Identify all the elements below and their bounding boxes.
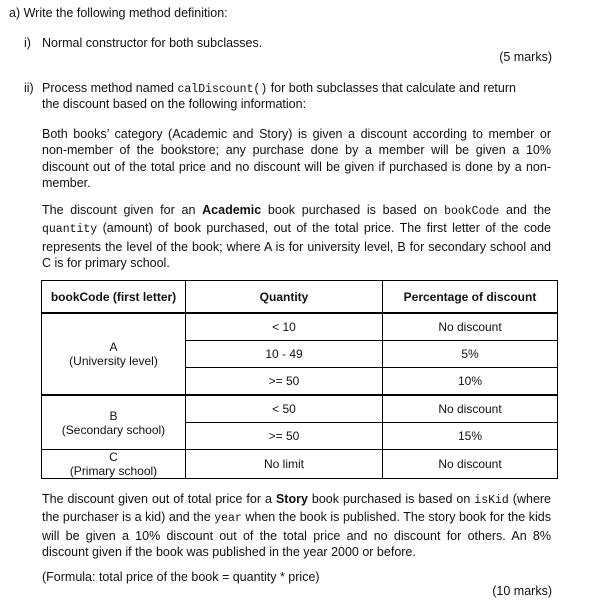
part-ii-marks: (10 marks) [492, 584, 552, 598]
method-name-code: calDiscount() [177, 83, 268, 96]
discount-table [41, 280, 558, 479]
part-i-marks: (5 marks) [499, 50, 552, 64]
academic-paragraph: The discount given for an Academic book purchased is based on bookCode and the quantity (amount) of book purchased, out of the total price. The first letter of the code represents the level of the book; where A is for university level, B for secondary school and C is for primary school. [42, 203, 551, 270]
table-cell-discount: No discount [383, 313, 558, 341]
group-b-cell: B (Secondary school) [42, 395, 186, 450]
table-cell-discount: No discount [383, 450, 558, 479]
header-percentage: Percentage of discount [383, 281, 558, 314]
table-cell-quantity: < 50 [186, 395, 383, 423]
table-cell-discount: 15% [383, 423, 558, 450]
table-cell-discount: 5% [383, 341, 558, 368]
group-c-cell: C (Primary school) [42, 450, 186, 479]
table-cell-discount: No discount [383, 395, 558, 423]
part-i-label: i) [24, 36, 31, 50]
story-paragraph: The discount given out of total price for a Story book purchased is based on isKid (where the purchaser is a kid) and the year when the book is published. The story book for the kids will be given a 10% discount out of the total price and no discount for others. An 8% discount given if the book was published in the year 2000 or before. [42, 492, 552, 559]
table-cell-quantity: No limit [186, 450, 383, 479]
table-cell-quantity: < 10 [186, 313, 383, 341]
section-a-heading: a) Write the following method definition: [9, 6, 228, 20]
table-cell-discount: 10% [383, 368, 558, 396]
category-paragraph: Both books’ category (Academic and Story) is given a discount according to member or non-member of the bookstore; any purchase done by a member will be given a 10% discount out of the total price and no discount will be given if purchased is done by a non-member. [42, 127, 551, 190]
group-a-cell: A (University level) [42, 313, 186, 395]
part-ii-label: ii) [24, 81, 34, 95]
part-ii-line2: the discount based on the following information: [42, 97, 307, 111]
table-cell-quantity: >= 50 [186, 423, 383, 450]
formula-text: (Formula: total price of the book = quantity * price) [42, 570, 320, 584]
part-i-text: Normal constructor for both subclasses. [42, 36, 263, 50]
header-quantity: Quantity [186, 281, 383, 314]
part-ii-line1: Process method named calDiscount() for both subclasses that calculate and return [42, 81, 516, 96]
table-cell-quantity: 10 - 49 [186, 341, 383, 368]
table-cell-quantity: >= 50 [186, 368, 383, 396]
header-bookcode: bookCode (first letter) [42, 281, 186, 314]
